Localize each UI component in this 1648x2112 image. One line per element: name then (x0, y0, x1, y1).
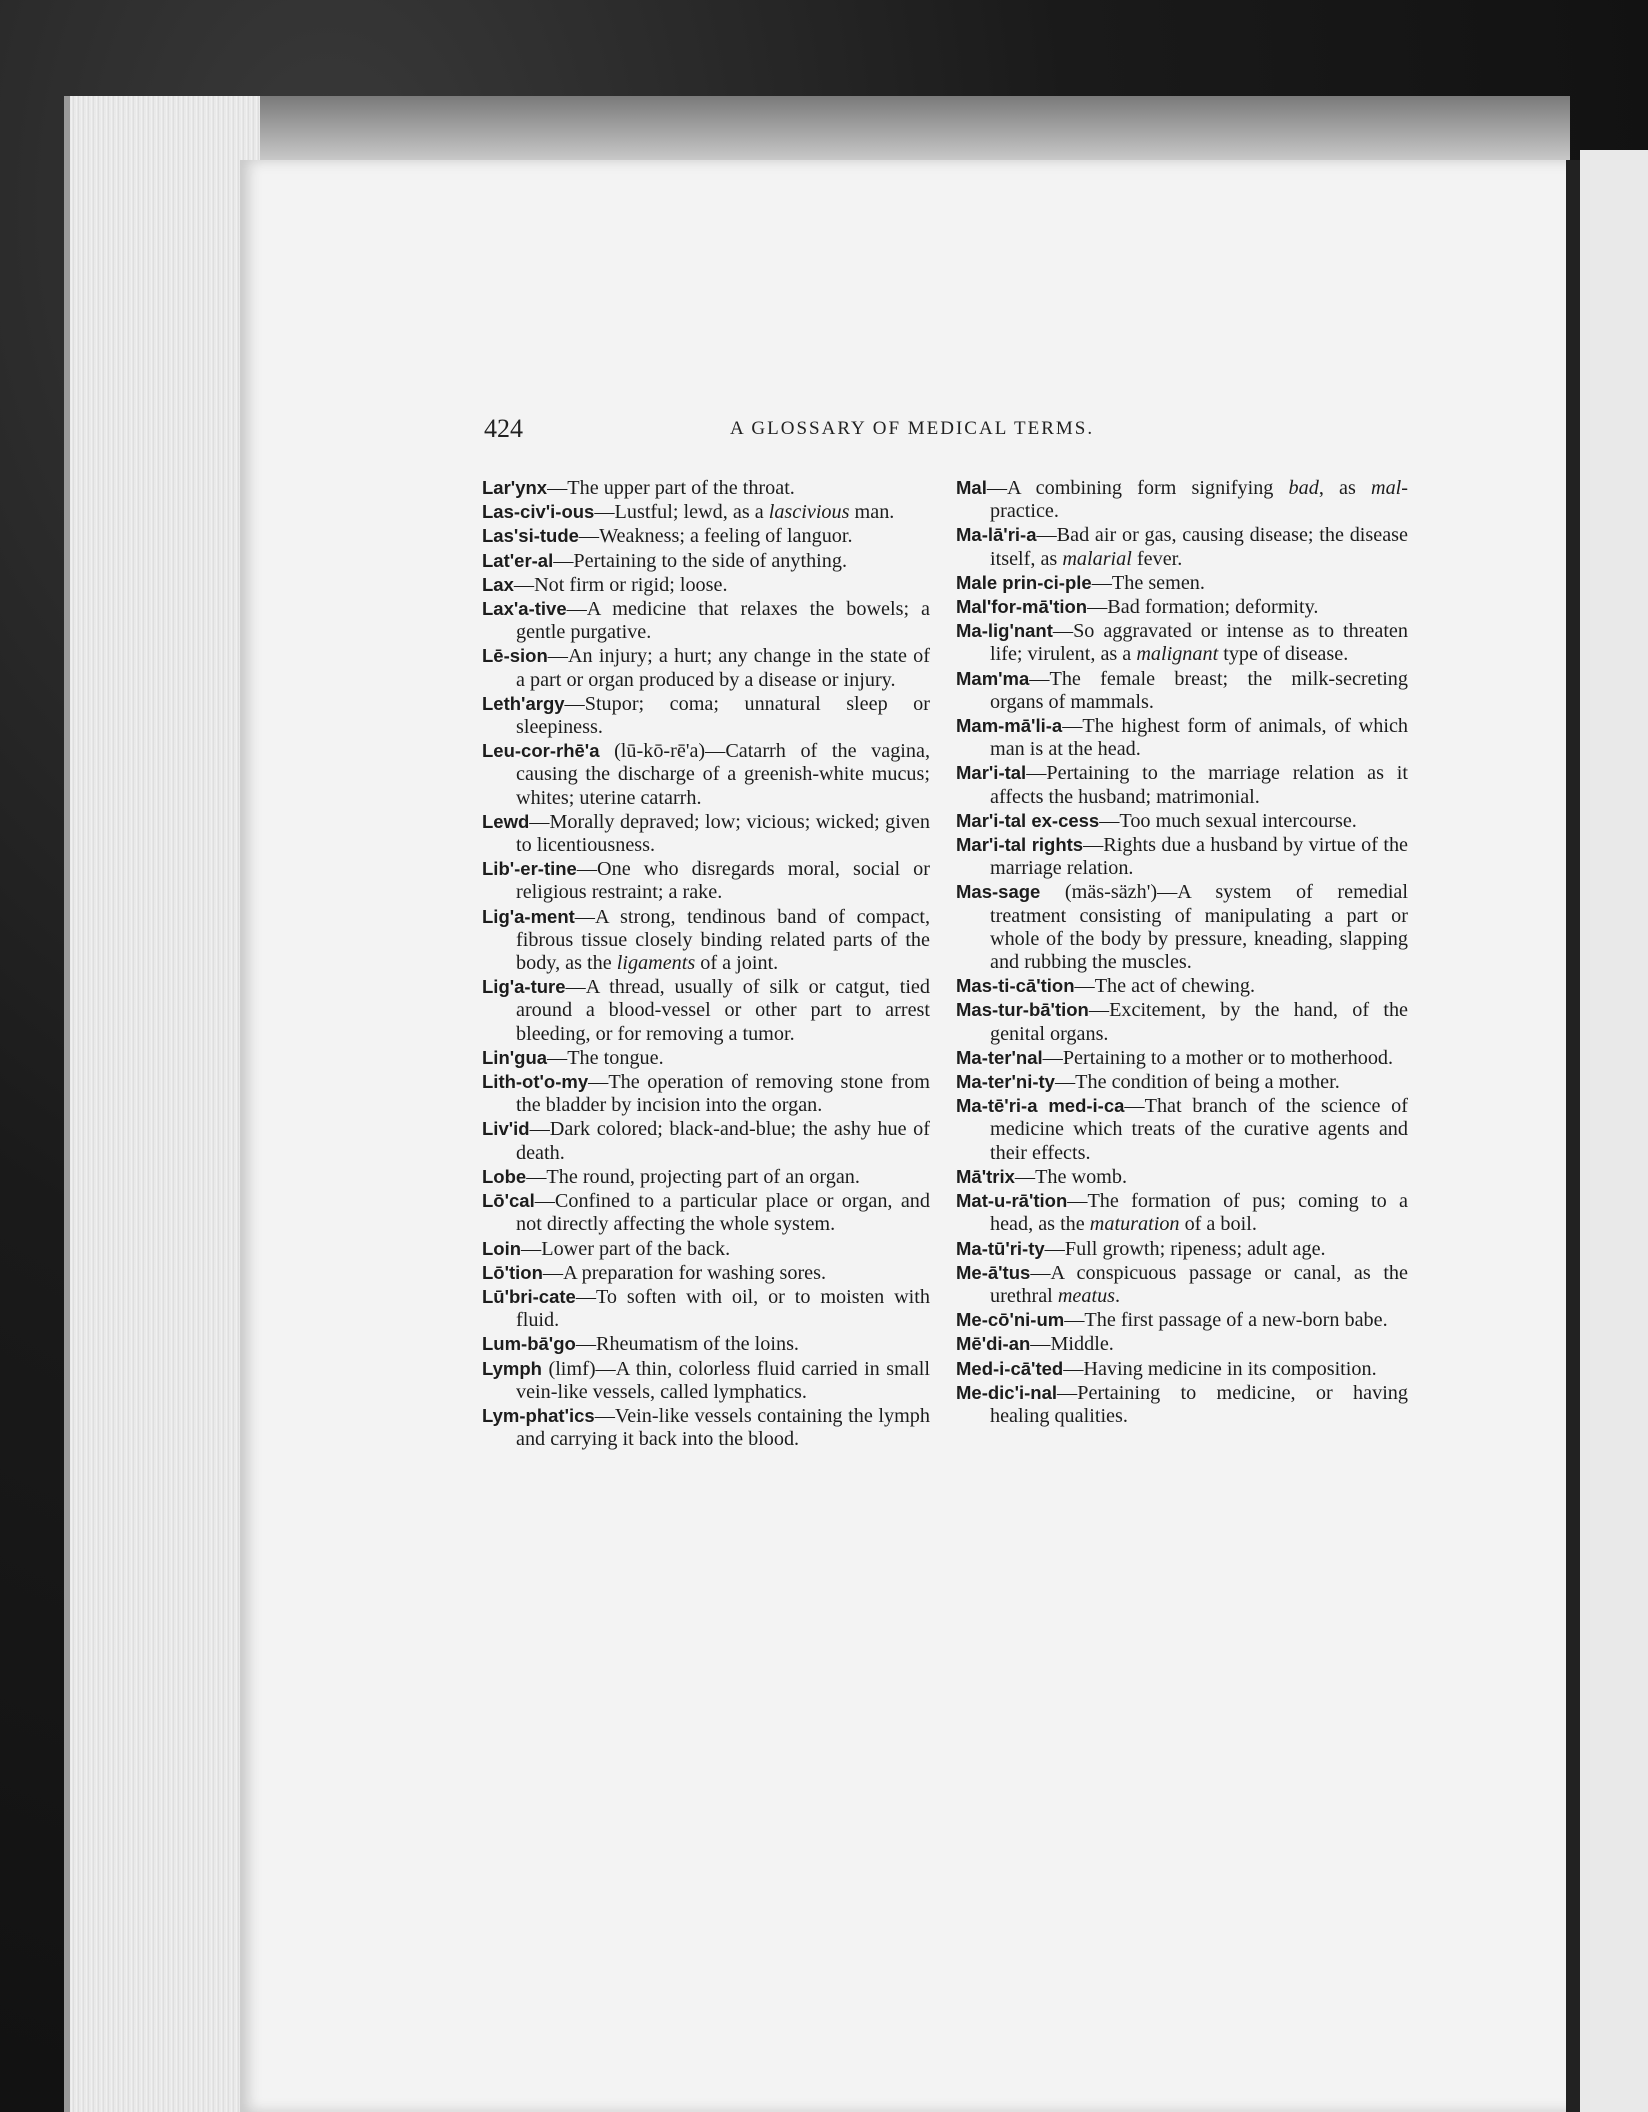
glossary-entry (956, 974, 1408, 998)
entry-definition: —The upper part of the throat. (547, 477, 795, 499)
entry-definition-tail: of a boil. (1179, 1213, 1257, 1236)
glossary-entry (956, 1261, 1408, 1308)
entry-term: Me-ā'tus (956, 1261, 1031, 1283)
entry-definition-tail: fever. (1131, 547, 1183, 570)
entry-definition: —So aggravated or intense as to threaten life; virulent, as a (990, 620, 1408, 666)
entry-term: Male prin-ci-ple (956, 571, 1092, 593)
entry-definition: —The tongue. (547, 1046, 664, 1069)
glossary-entry (482, 1189, 930, 1236)
entry-italic: ligaments (616, 952, 696, 975)
entry-definition: —Excitement, by the hand, of the genital organs. (990, 999, 1408, 1045)
glossary-entry (956, 476, 1408, 523)
entry-definition: —The round, projecting part of an organ. (526, 1165, 860, 1188)
entry-term: Leu-cor-rhē'a (482, 740, 600, 762)
entry-italic: maturation (1089, 1213, 1180, 1236)
entry-term: Lax'a-tive (482, 598, 567, 620)
entry-term: Ma-lā'ri-a (956, 524, 1037, 546)
glossary-entry (956, 833, 1408, 880)
entry-term: Me-dic'i-nal (956, 1381, 1058, 1403)
entry-definition: —Pertaining to medicine, or having healing qualities. (990, 1381, 1408, 1427)
entry-definition: —Vein-like vessels containing the lymph and carrying it back into the blood. (516, 1404, 930, 1451)
entry-definition: —An injury; a hurt; any change in the state of a part or organ produced by a disease or injury. (516, 645, 930, 691)
glossary-entry (482, 692, 930, 739)
glossary-entry (482, 1357, 930, 1404)
entry-definition-tail: . (1115, 1284, 1121, 1307)
glossary-entry (956, 761, 1408, 808)
glossary-entry (482, 500, 930, 524)
entry-definition-tail: , as (1318, 477, 1371, 499)
glossary-entry (482, 524, 930, 548)
entry-term: Lax (482, 573, 514, 595)
entry-term: Mar'i-tal ex-cess (956, 809, 1100, 831)
entry-definition: —The semen. (1091, 571, 1205, 594)
entry-definition: —A preparation for washing sores. (542, 1261, 827, 1284)
glossary-entry (956, 1165, 1408, 1189)
glossary-entry (482, 810, 930, 857)
entry-definition: —Too much sexual intercourse. (1099, 809, 1357, 832)
entry-italic: lascivious (768, 501, 850, 524)
entry-definition: —The formation of pus; coming to a head, as the (990, 1190, 1408, 1236)
entry-term: Ma-tū'ri-ty (956, 1237, 1045, 1259)
entry-term: Lym-phat'ics (482, 1404, 595, 1426)
page-stack-top-edge (70, 96, 1570, 166)
glossary-entry (956, 595, 1408, 619)
entry-term: Me-cō'ni-um (956, 1309, 1065, 1331)
entry-definition: —The condition of being a mother. (1054, 1071, 1340, 1094)
entry-definition: —The act of chewing. (1074, 975, 1255, 998)
entry-term: Mā'trix (956, 1165, 1015, 1187)
entry-term: Mas-sage (956, 881, 1041, 903)
glossary-entry (956, 619, 1408, 666)
page-number: 424 (484, 414, 523, 443)
entry-term: Lar'ynx (482, 477, 548, 498)
entry-term: Med-i-cā'ted (956, 1357, 1064, 1379)
glossary-column-left (482, 476, 930, 1451)
glossary-entry (956, 1237, 1408, 1261)
book-gutter (1566, 160, 1580, 2112)
entry-term: Ma-ter'ni-ty (956, 1071, 1055, 1093)
glossary-entry (956, 809, 1408, 833)
entry-term: Lobe (482, 1165, 527, 1187)
entry-term: Lē-sion (482, 645, 548, 667)
entry-definition: (limf)—A thin, colorless fluid carried in small vein-like vessels, called lymphatics. (516, 1357, 930, 1403)
glossary-entry (482, 1070, 930, 1117)
entry-definition-tail: type of disease. (1218, 643, 1349, 666)
entry-italic: bad (1288, 477, 1319, 499)
entry-term: Lymph (482, 1357, 542, 1379)
glossary-entry (956, 523, 1408, 570)
entry-term: Lith-ot'o-my (482, 1071, 589, 1093)
page-header (484, 414, 1150, 446)
entry-term: Leth'argy (482, 692, 565, 714)
entry-definition: —Middle. (1030, 1333, 1114, 1356)
entry-term: Liv'id (482, 1118, 530, 1140)
entry-definition: —The womb. (1014, 1165, 1128, 1188)
glossary-entry (956, 1094, 1408, 1165)
glossary-entry (482, 1117, 930, 1164)
glossary-entry (482, 857, 930, 904)
glossary-entry (956, 714, 1408, 761)
entry-definition-tail: of a joint. (695, 952, 779, 975)
glossary-entry (956, 1308, 1408, 1332)
running-title: A GLOSSARY OF MEDICAL TERMS. (730, 418, 1095, 439)
entry-term: Lib'-er-tine (482, 858, 577, 880)
glossary-entry (956, 1357, 1408, 1381)
glossary-entry (956, 998, 1408, 1045)
glossary-entry (956, 667, 1408, 714)
entry-definition-tail: -practice. (990, 477, 1408, 523)
entry-definition: —The female breast; the milk-secreting organs of mammals. (990, 667, 1408, 713)
entry-definition: —A thread, usually of silk or catgut, tied around a blood-vessel or other part to arrest bleeding, or for removing a tumor. (516, 976, 930, 1045)
entry-definition: —Bad formation; deformity. (1087, 596, 1319, 619)
entry-term: Las-civ'i-ous (482, 501, 595, 523)
entry-term: Mal (956, 477, 987, 498)
glossary-entry (956, 1046, 1408, 1070)
entry-term: Mē'di-an (956, 1333, 1031, 1355)
glossary-entry (482, 573, 930, 597)
glossary-entry (482, 644, 930, 691)
entry-definition: —Having medicine in its composition. (1063, 1357, 1377, 1380)
entry-definition: —A conspicuous passage or canal, as the urethral (990, 1261, 1408, 1307)
glossary-entry (482, 1165, 930, 1189)
facing-page-edge (1580, 150, 1648, 2112)
entry-term: Lig'a-ture (482, 976, 566, 998)
entry-term: Ma-ter'nal (956, 1046, 1043, 1068)
entry-term: Lō'tion (482, 1261, 543, 1283)
entry-definition: —Pertaining to a mother or to motherhood. (1042, 1046, 1394, 1069)
glossary-entry (482, 739, 930, 810)
entry-definition: —Lower part of the back. (521, 1237, 731, 1260)
entry-definition: (mäs-säzh')—A system of remedial treatment consisting of manipulating a part or whole of the body by pressure, kneading, slapping and rubbing the muscles. (990, 881, 1408, 974)
entry-definition: —One who disregards moral, social or religious restraint; a rake. (516, 858, 930, 904)
entry-definition: —The highest form of animals, of which man is at the head. (990, 715, 1408, 761)
entry-term: Loin (482, 1237, 522, 1259)
glossary-entry (482, 1046, 930, 1070)
page-stack-edge (64, 96, 260, 2112)
entry-term: Lō'cal (482, 1190, 535, 1212)
entry-definition: —Confined to a particular place or organ, and not directly affecting the whole system. (516, 1190, 930, 1236)
entry-definition: —That branch of the science of medicine which treats of the curative agents and their effects. (990, 1095, 1408, 1164)
glossary-entry (482, 1261, 930, 1285)
glossary-entry (482, 1237, 930, 1261)
entry-definition: —Bad air or gas, causing disease; the disease itself, as (990, 524, 1408, 570)
entry-term: Mar'i-tal rights (956, 834, 1084, 856)
glossary-entry (956, 1332, 1408, 1356)
entry-definition-tail: man. (849, 501, 895, 524)
glossary-entry (482, 1285, 930, 1332)
glossary-entry (482, 1332, 930, 1356)
entry-term: Mas-ti-cā'tion (956, 975, 1075, 997)
glossary-entry (482, 975, 930, 1046)
entry-term: Mar'i-tal (956, 762, 1027, 784)
glossary-entry (956, 1189, 1408, 1236)
entry-definition: —Morally depraved; low; vicious; wicked; given to licentiousness. (516, 810, 930, 857)
glossary-entry (956, 1381, 1408, 1428)
entry-term: Mas-tur-bā'tion (956, 999, 1089, 1021)
entry-term: Lin'gua (482, 1046, 548, 1068)
glossary-entry (482, 476, 930, 500)
entry-definition: —A medicine that relaxes the bowels; a gentle purgative. (516, 598, 930, 644)
entry-definition: —Pertaining to the marriage relation as it affects the husband; matrimonial. (990, 762, 1408, 808)
glossary-entry (482, 1404, 930, 1451)
entry-term: Mam'ma (956, 667, 1030, 689)
entry-italic: malignant (1136, 643, 1219, 666)
glossary-entry (956, 571, 1408, 595)
entry-definition: —Rights due a husband by virtue of the marriage relation. (990, 834, 1409, 880)
entry-italic: malarial (1062, 547, 1132, 570)
glossary-entry (482, 549, 930, 573)
entry-definition: —Pertaining to the side of anything. (553, 549, 848, 572)
entry-term: Lū'bri-cate (482, 1285, 576, 1307)
entry-term: Mam-mā'li-a (956, 715, 1063, 737)
entry-term: Las'si-tude (482, 525, 579, 547)
entry-term: Ma-tē'ri-a med-i-ca (956, 1095, 1125, 1117)
entry-italic: mal (1370, 477, 1402, 499)
entry-definition: —The operation of removing stone from the bladder by incision into the organ. (516, 1071, 930, 1117)
entry-definition: —Rheumatism of the loins. (575, 1333, 799, 1356)
glossary-entry (956, 1070, 1408, 1094)
entry-term: Lig'a-ment (482, 905, 575, 927)
glossary-entry (482, 905, 930, 976)
entry-term: Lat'er-al (482, 549, 554, 571)
entry-term: Lewd (482, 810, 530, 832)
entry-definition: —A strong, tendinous band of compact, fibrous tissue closely binding related parts of the body, as the (516, 905, 930, 975)
entry-term: Lum-bā'go (482, 1333, 576, 1355)
entry-italic: meatus (1057, 1284, 1116, 1307)
entry-term: Mat-u-rā'tion (956, 1190, 1068, 1212)
entry-term: Mal'for-mā'tion (956, 596, 1088, 618)
entry-definition: —Full growth; ripeness; adult age. (1044, 1237, 1326, 1260)
entry-definition: —Lustful; lewd, as a (594, 501, 769, 524)
entry-definition: (lū-kō-rē'a)—Catarrh of the vagina, causing the discharge of a greenish-white mucus; whites; uterine catarrh. (516, 740, 930, 809)
entry-definition: —Stupor; coma; unnatural sleep or sleepiness. (516, 692, 930, 739)
entry-definition: —A combining form signifying (986, 477, 1289, 499)
glossary-entry (956, 880, 1408, 974)
entry-definition: —To soften with oil, or to moisten with fluid. (516, 1285, 930, 1332)
glossary-entry (482, 597, 930, 644)
glossary-column-right (956, 476, 1408, 1428)
entry-term: Ma-lig'nant (956, 620, 1053, 642)
entry-definition: —Not firm or rigid; loose. (513, 573, 728, 596)
entry-definition: —The first passage of a new-born babe. (1064, 1309, 1388, 1332)
entry-definition: —Dark colored; black-and-blue; the ashy hue of death. (516, 1118, 930, 1164)
entry-definition: —Weakness; a feeling of languor. (578, 525, 853, 548)
